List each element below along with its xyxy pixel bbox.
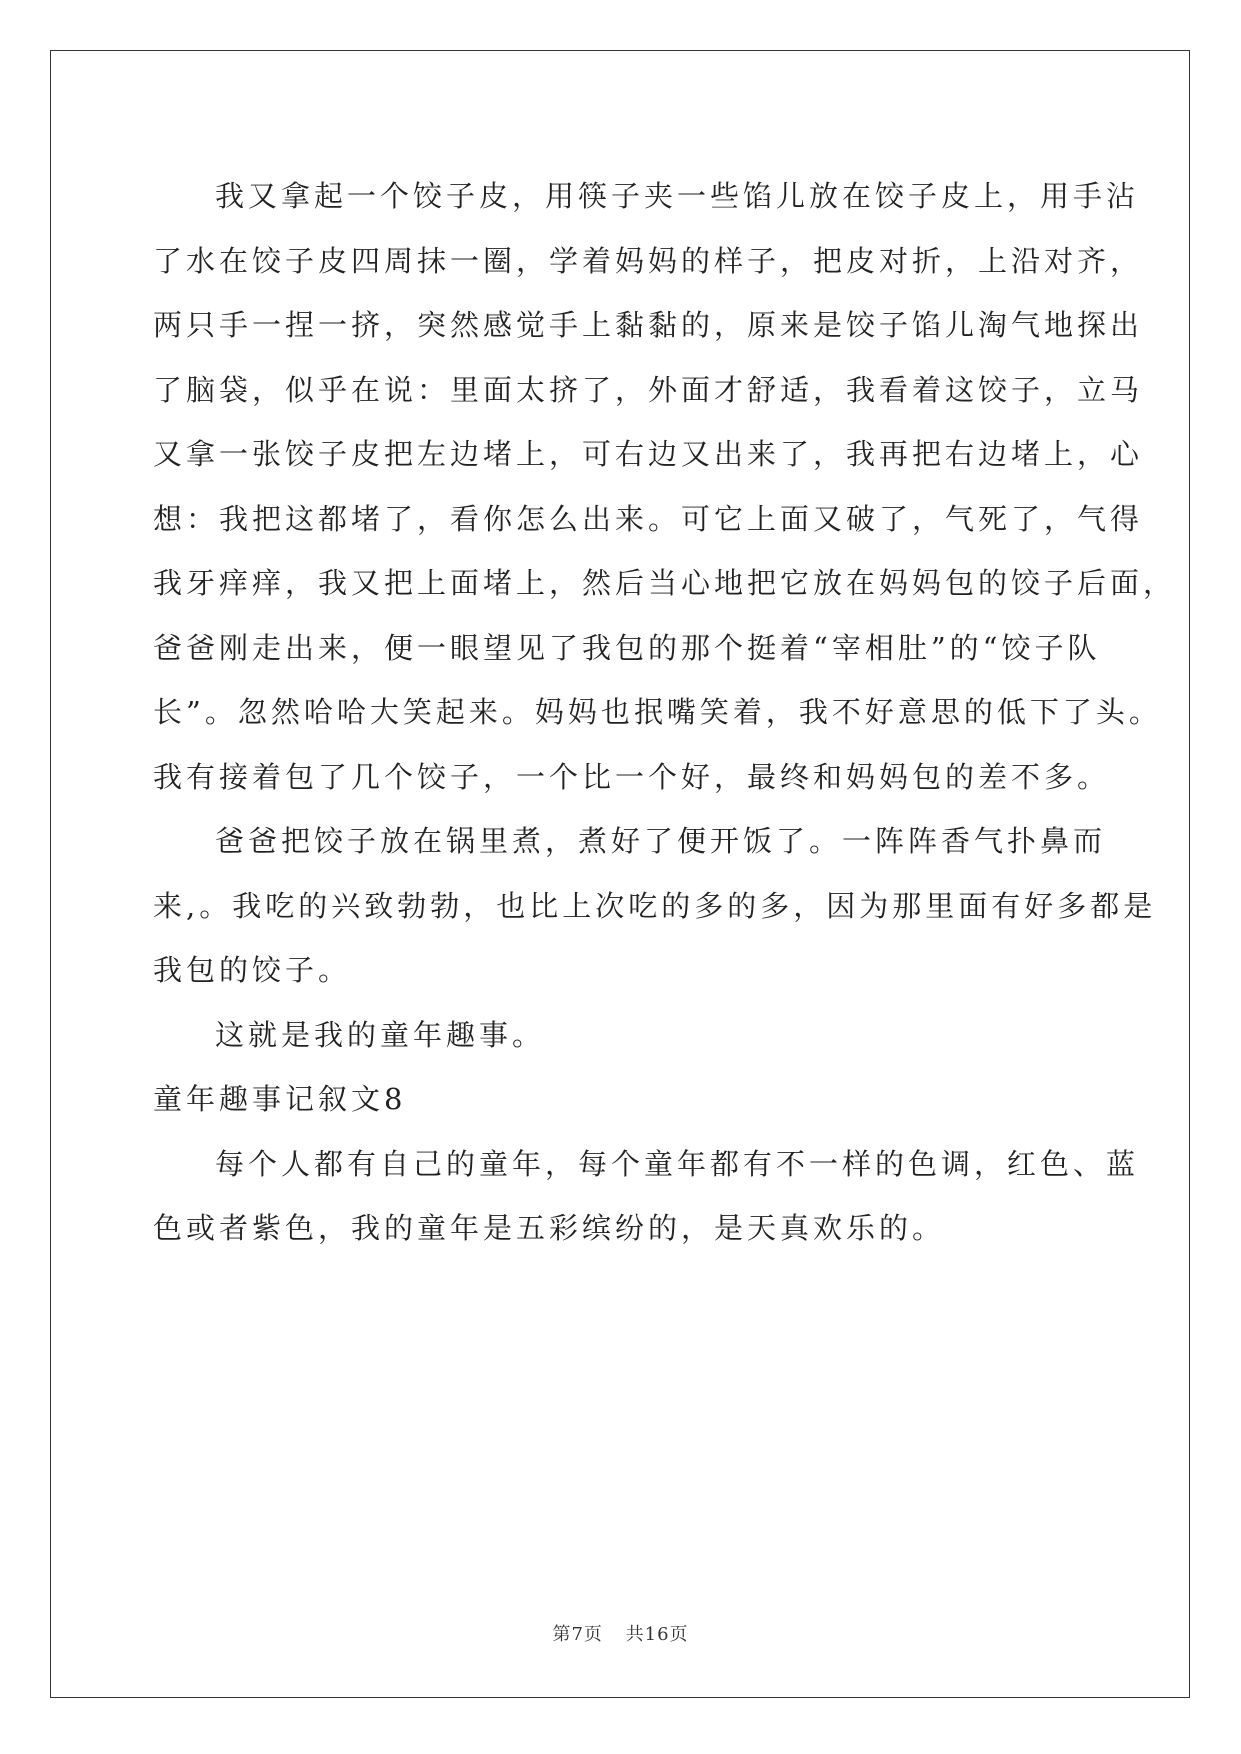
text-line: 色或者紫色，我的童年是五彩缤纷的，是天真欢乐的。 bbox=[153, 1211, 946, 1245]
text-line: 爸爸把饺子放在锅里煮，煮好了便开饭了。一阵阵香气扑鼻而 bbox=[215, 824, 1107, 858]
document-body bbox=[153, 164, 1177, 1261]
text-line: 了脑袋，似乎在说：里面太挤了，外面才舒适，我看着这饺子，立马 bbox=[153, 372, 1144, 407]
text-line: 我牙痒痒，我又把上面堵上，然后当心地把它放在妈妈包的饺子后面， bbox=[153, 566, 1177, 600]
text-line: 我包的饺子。 bbox=[153, 953, 352, 987]
text-line: 我有接着包了几个饺子，一个比一个好，最终和妈妈包的差不多。 bbox=[153, 759, 1111, 794]
text-line: 童年趣事记叙文8 bbox=[153, 1082, 407, 1116]
page-footer bbox=[0, 1620, 1241, 1646]
text-line: 爸爸刚走出来，便一眼望见了我包的那个挺着“宰相肚”的“饺子队 bbox=[153, 630, 1101, 665]
text-line: 长”。忽然哈哈大笑起来。妈妈也抿嘴笑着，我不好意思的低下了头。 bbox=[153, 695, 1162, 729]
page-number: 第7页 bbox=[552, 1624, 603, 1645]
text-line: 两只手一捏一挤，突然感觉手上黏黏的，原来是饺子馅儿淘气地探出 bbox=[153, 308, 1144, 342]
text-line: 又拿一张饺子皮把左边堵上，可右边又出来了，我再把右边堵上，心 bbox=[153, 437, 1144, 471]
text-line: 我又拿起一个饺子皮，用筷子夹一些馅儿放在饺子皮上，用手沾 bbox=[215, 179, 1140, 213]
text-line: 这就是我的童年趣事。 bbox=[215, 1017, 546, 1052]
page-total: 共16页 bbox=[625, 1624, 689, 1645]
text-line: 来,。我吃的兴致勃勃，也比上次吃的多的多，因为那里面有好多都是 bbox=[153, 888, 1157, 923]
text-line: 想：我把这都堵了，看你怎么出来。可它上面又破了，气死了，气得 bbox=[153, 501, 1144, 536]
text-line: 每个人都有自己的童年，每个童年都有不一样的色调，红色、蓝 bbox=[215, 1146, 1140, 1181]
text-line: 了水在饺子皮四周抹一圈，学着妈妈的样子，把皮对折，上沿对齐， bbox=[153, 243, 1144, 278]
